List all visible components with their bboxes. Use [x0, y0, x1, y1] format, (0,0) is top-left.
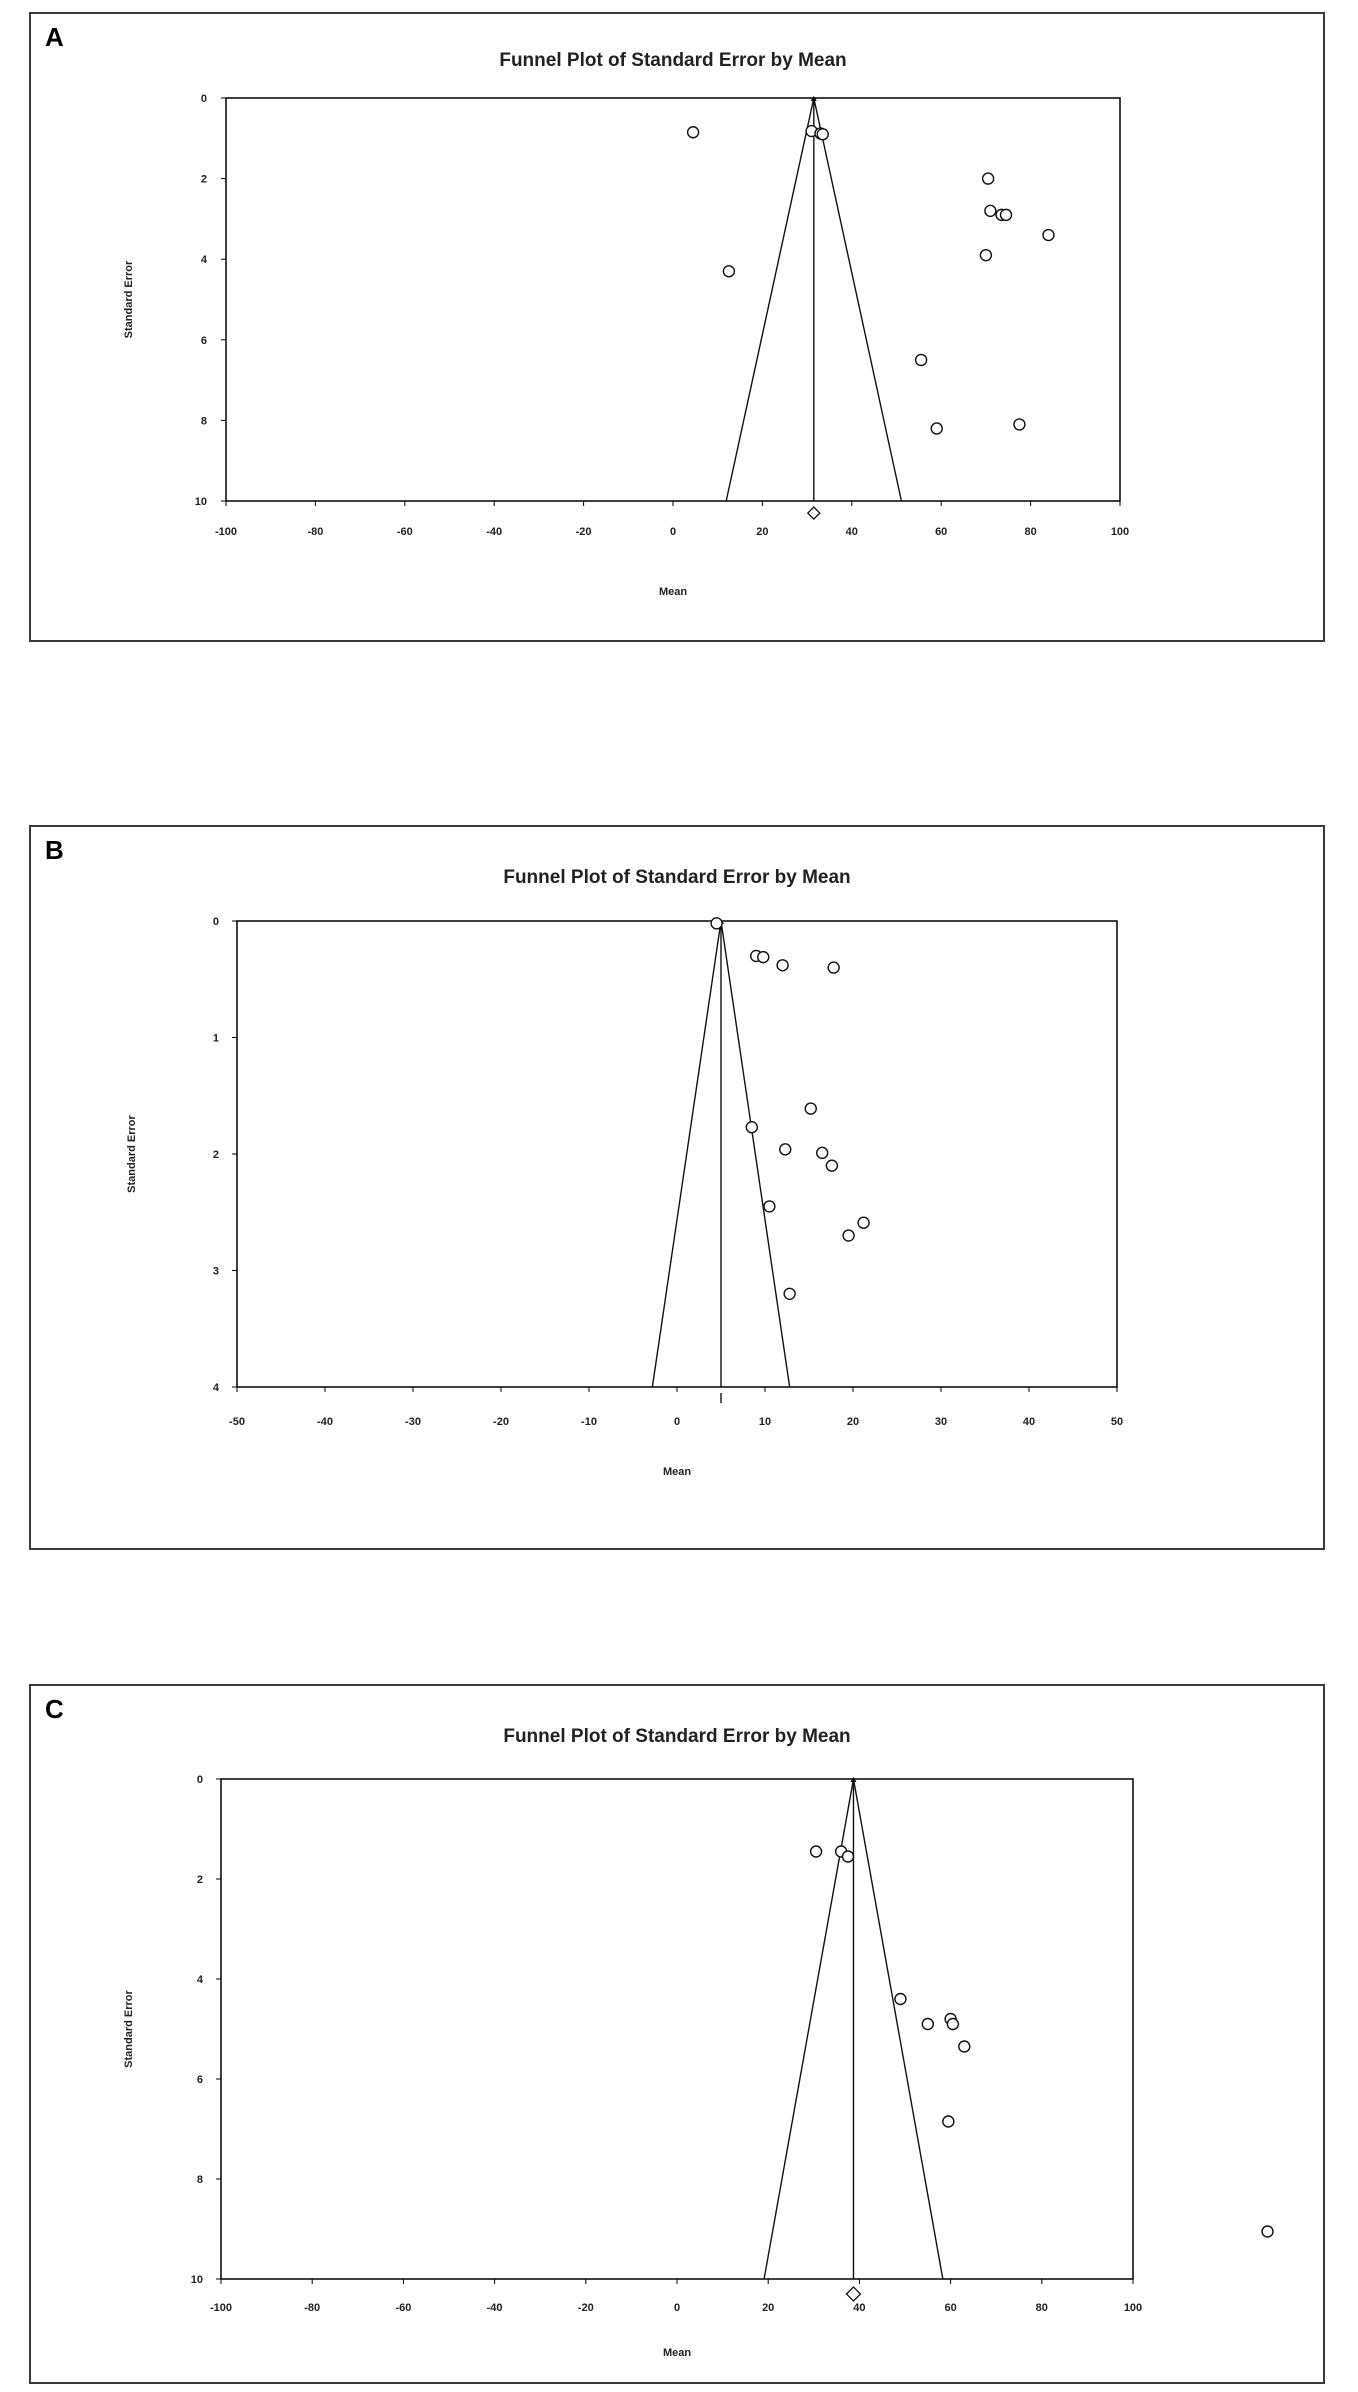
x-tick-label: -100	[209, 2302, 233, 2314]
funnel-plot-panel-b	[29, 825, 1325, 1550]
x-tick-label: 40	[845, 526, 858, 538]
study-point	[784, 1288, 795, 1299]
y-tick-label: 2	[196, 1874, 203, 1886]
panel-label: A	[45, 22, 64, 52]
x-axis-label: Mean	[662, 1466, 692, 1478]
panel-label: B	[45, 835, 64, 865]
x-tick-label: -80	[307, 526, 324, 538]
x-tick-label: -40	[486, 2302, 503, 2314]
x-tick-label: -10	[581, 1416, 597, 1428]
study-point	[817, 129, 828, 140]
funnel-plot-c	[31, 1686, 1323, 2382]
study-point	[947, 2019, 958, 2030]
study-point	[805, 1103, 816, 1114]
x-tick-label: -40	[317, 1416, 333, 1428]
x-tick-label: 20	[846, 1416, 860, 1428]
y-tick-label: 3	[212, 1265, 219, 1278]
y-tick-label: 8	[200, 415, 207, 428]
y-tick-label: 6	[196, 2074, 203, 2086]
study-point	[943, 2116, 954, 2127]
study-point	[922, 2019, 933, 2030]
study-point	[1014, 419, 1025, 430]
study-point	[959, 2041, 970, 2052]
x-tick-label: 20	[762, 2302, 775, 2314]
chart-title: Funnel Plot of Standard Error by Mean	[503, 867, 851, 888]
y-tick-label: 0	[200, 93, 207, 105]
funnel-plot-panel-a	[29, 12, 1325, 642]
study-point	[931, 423, 942, 434]
y-tick-label: 6	[200, 334, 207, 347]
study-point	[858, 1217, 869, 1228]
study-point	[688, 127, 699, 138]
study-point	[828, 962, 839, 973]
study-point	[723, 266, 734, 277]
x-tick-label: 20	[756, 526, 769, 538]
x-tick-label: 100	[1110, 526, 1130, 538]
x-tick-label: -20	[493, 1416, 509, 1428]
chart-title: Funnel Plot of Standard Error by Mean	[499, 50, 847, 71]
x-tick-label: 60	[935, 526, 948, 538]
funnel-plot-a	[31, 14, 1323, 640]
summary-diamond	[846, 2287, 860, 2301]
study-point	[916, 354, 927, 365]
study-point	[983, 173, 994, 184]
x-tick-label: -50	[229, 1416, 245, 1428]
x-tick-label: 50	[1110, 1416, 1124, 1428]
x-tick-label: -30	[405, 1416, 421, 1428]
study-point	[826, 1160, 837, 1171]
funnel-plot-b	[31, 827, 1323, 1548]
y-tick-label: 1	[212, 1032, 219, 1045]
x-axis-label: Mean	[658, 586, 688, 598]
y-axis-label: Standard Error	[123, 260, 135, 339]
x-axis-label: Mean	[662, 2347, 692, 2359]
y-tick-label: 4	[196, 1974, 203, 1986]
y-tick-label: 0	[212, 916, 219, 928]
y-tick-label: 4	[212, 1382, 219, 1394]
study-point	[980, 250, 991, 261]
study-point	[1043, 230, 1054, 241]
x-tick-label: 0	[673, 2302, 681, 2314]
study-point	[746, 1122, 757, 1133]
study-point	[895, 1994, 906, 2005]
y-tick-label: 10	[190, 2274, 203, 2286]
study-point	[711, 918, 722, 929]
funnel-plot-panel-c	[29, 1684, 1325, 2384]
y-tick-label: 0	[196, 1774, 203, 1786]
study-point	[777, 960, 788, 971]
y-tick-label: 8	[196, 2174, 203, 2186]
study-point	[811, 1846, 822, 1857]
study-point	[1001, 209, 1012, 220]
x-tick-label: 60	[944, 2302, 957, 2314]
x-tick-label: 80	[1035, 2302, 1048, 2314]
study-point	[758, 952, 769, 963]
study-point	[985, 205, 996, 216]
x-tick-label: 30	[934, 1416, 948, 1428]
x-tick-label: 40	[853, 2302, 866, 2314]
study-point	[764, 1201, 775, 1212]
x-tick-label: -40	[486, 526, 503, 538]
y-axis-label: Standard Error	[123, 1990, 135, 2068]
x-tick-label: -20	[575, 526, 592, 538]
y-tick-label: 10	[194, 496, 207, 508]
panel-label: C	[45, 1694, 64, 1724]
summary-diamond	[808, 507, 820, 519]
y-tick-label: 4	[200, 254, 207, 267]
x-tick-label: 80	[1024, 526, 1037, 538]
x-tick-label: 0	[669, 526, 677, 538]
x-tick-label: -80	[304, 2302, 321, 2314]
x-tick-label: -20	[577, 2302, 594, 2314]
study-point	[817, 1147, 828, 1158]
x-tick-label: 100	[1123, 2302, 1143, 2314]
study-point	[780, 1144, 791, 1155]
y-axis-label: Standard Error	[126, 1115, 138, 1193]
plot-frame	[226, 98, 1120, 501]
y-tick-label: 2	[200, 173, 207, 186]
chart-title: Funnel Plot of Standard Error by Mean	[503, 1726, 851, 1747]
study-point	[843, 1851, 854, 1862]
x-tick-label: 0	[673, 1416, 681, 1428]
plot-frame	[221, 1779, 1133, 2279]
x-tick-label: 40	[1022, 1416, 1036, 1428]
y-tick-label: 2	[212, 1149, 219, 1161]
x-tick-label: -60	[396, 526, 413, 538]
plot-frame	[237, 921, 1117, 1387]
study-point	[843, 1230, 854, 1241]
study-point	[1262, 2226, 1273, 2237]
x-tick-label: -100	[214, 526, 238, 538]
x-tick-label: 10	[758, 1416, 772, 1428]
x-tick-label: -60	[395, 2302, 412, 2314]
